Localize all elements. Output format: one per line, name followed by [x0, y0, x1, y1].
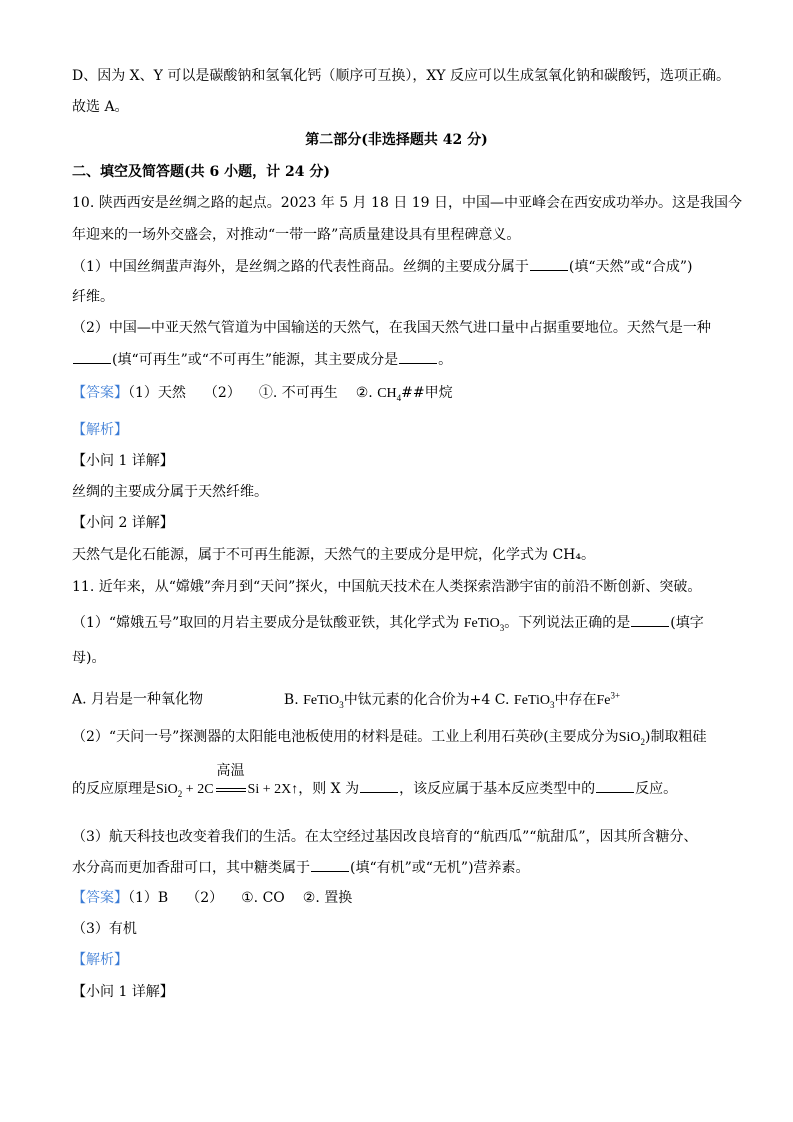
- answer-text: （2）: [203, 385, 241, 401]
- question-11-part-2-cont: [72, 764, 678, 804]
- answer-text: ②.: [355, 385, 373, 401]
- answer-text: ②. 置换: [302, 890, 353, 906]
- answer-blank: [631, 612, 669, 627]
- answer-blank: [399, 349, 437, 364]
- question-11-part-3-cont: [72, 857, 530, 878]
- answer-label: 【答案】: [72, 385, 128, 401]
- question-11-answer-cont: （3）有机: [72, 921, 137, 937]
- answer-text: ##甲烷: [401, 385, 453, 401]
- analysis-label: 【解析】: [72, 422, 128, 438]
- question-text: )制取粗硅: [644, 729, 707, 745]
- explanation-text: 丝绸的主要成分属于天然纤维。: [72, 484, 268, 500]
- question-text: (填“天然”或“合成”): [568, 259, 693, 275]
- question-text: (填“可再生”或“不可再生”能源，其主要成分是: [112, 352, 399, 368]
- answer-blank: [73, 349, 111, 364]
- question-text: 。下列说法正确的是: [504, 615, 631, 631]
- question-11-part-1: [72, 612, 704, 638]
- sub-question-heading: 【小问 2 详解】: [72, 515, 174, 531]
- question-text: （1）“嫦娥五号”取回的月岩主要成分是钛酸亚铁，其化学式为: [72, 615, 460, 631]
- answer-label: 【答案】: [72, 890, 128, 906]
- formula-sio2: SiO$_2$: [618, 730, 645, 747]
- option-a: A. 月岩是一种氧化物: [72, 691, 204, 708]
- question-text: ，则 X 为: [298, 781, 360, 797]
- question-11-stem: 11. 近年来，从“嫦娥”奔月到“天问”探火，中国航天技术在人类探索浩渺宇宙的前沿不断创新、突破。: [72, 579, 702, 595]
- question-10-stem: 10. 陕西西安是丝绸之路的起点。2023 年 5 月 18 日 19 日，中国—中亚峰会在西安成功举办。这是我国今: [72, 195, 743, 211]
- reaction-condition: 高温: [216, 764, 245, 779]
- text-line: [72, 66, 730, 86]
- sub-question-heading: 【小问 1 详解】: [72, 984, 174, 1000]
- question-text: 水分高而更加香甜可口，其中糖类属于: [72, 860, 310, 876]
- analysis-label: 【解析】: [72, 952, 128, 968]
- answer-blank: [311, 857, 349, 872]
- question-text: (填“有机”或“无机”)营养素。: [350, 860, 530, 876]
- question-10-part-2-cont: [72, 349, 452, 370]
- question-11-part-3: （3）航天科技也改变着我们的生活。在太空经过基因改良培育的“航西瓜”“航甜瓜”，因其所含糖分、: [72, 829, 698, 845]
- paragraph-text: D、因为 X、Y 可以是碳酸钠和氢氧化钙（顺序可互换），XY 反应可以生成氢氧化钠和碳酸钙，选项正确。: [72, 68, 730, 84]
- question-10-stem-cont: 年迎来的一场外交盛会，对推动“一带一路”高质量建设具有里程碑意义。: [72, 227, 521, 243]
- answer-blank: [530, 256, 568, 271]
- answer-text: ①. 不可再生: [258, 385, 338, 401]
- answer-text: （1）天然: [128, 385, 186, 401]
- explanation-text: 天然气是化石能源，属于不可再生能源，天然气的主要成分是甲烷，化学式为 CH₄。: [72, 547, 595, 563]
- answer-blank: [596, 778, 634, 793]
- question-text: 的反应原理是: [72, 781, 156, 797]
- question-text: 反应。: [635, 781, 678, 797]
- sub-question-heading: 【小问 1 详解】: [72, 453, 174, 469]
- answer-blank: [360, 778, 398, 793]
- question-text: ，该反应属于基本反应类型中的: [399, 781, 596, 797]
- section-title: 二、填空及简答题(共 6 小题，计 24 分): [72, 164, 330, 180]
- question-11-part-1-cont: 母)。: [72, 650, 106, 666]
- part-title: 第二部分(非选择题共 42 分): [305, 132, 488, 148]
- formula-fetio3: FeTiO$_3$: [463, 616, 505, 633]
- option-b: B. FeTiO$_3$中钛元素的化合价为+4: [283, 691, 491, 710]
- text-line: [72, 97, 129, 117]
- question-11-part-2: [72, 727, 706, 752]
- question-text: 。: [438, 352, 453, 368]
- option-c: C. FeTiO$_3$中存在$Fe^{3+}$: [494, 690, 621, 710]
- answer-text: （1）B: [128, 890, 169, 906]
- answer-text: ①. CO: [241, 890, 285, 906]
- question-11-answer: [72, 888, 352, 908]
- reaction-equation: SiO$_2$ + 2C 高温 Si + 2X↑: [156, 764, 299, 799]
- question-10-part-1-cont: 纤维。: [72, 289, 114, 305]
- question-text: (填字: [670, 615, 704, 631]
- paragraph-text: 故选 A。: [72, 99, 129, 115]
- question-10-answer: [72, 383, 453, 408]
- answer-text: （2）: [186, 890, 224, 906]
- formula-ch4: $CH_4$: [377, 386, 402, 403]
- question-text: （2）“天问一号”探测器的太阳能电池板使用的材料是硅。工业上利用石英砂(主要成分为: [72, 729, 619, 745]
- question-text: （1）中国丝绸蜚声海外，是丝绸之路的代表性商品。丝绸的主要成分属于: [72, 259, 529, 275]
- question-11-options: [72, 685, 620, 714]
- question-10-part-1: [72, 256, 692, 277]
- question-10-part-2: （2）中国—中亚天然气管道为中国输送的天然气，在我国天然气进口量中占据重要地位。天然气是一种: [72, 320, 711, 336]
